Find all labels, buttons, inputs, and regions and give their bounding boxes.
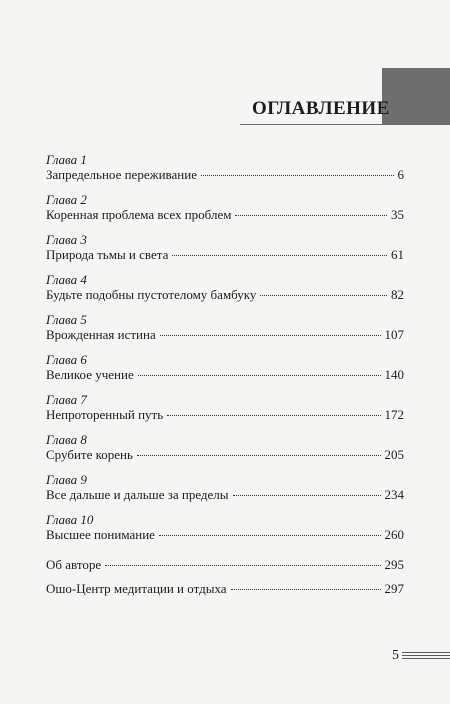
toc-line xyxy=(46,447,404,463)
page-title: ОГЛАВЛЕНИЕ xyxy=(252,98,390,119)
toc-entry xyxy=(46,192,404,223)
chapter-label: Глава 2 xyxy=(46,192,87,207)
entry-title: Высшее понимание xyxy=(46,527,155,542)
dot-leader xyxy=(160,335,381,336)
entry-page-number: 295 xyxy=(384,557,404,572)
dot-leader xyxy=(231,589,381,590)
entry-title: Запредельное переживание xyxy=(46,167,197,182)
table-of-contents xyxy=(46,152,404,605)
toc-entry xyxy=(46,312,404,343)
entry-page-number: 297 xyxy=(384,581,404,596)
chapter-label: Глава 10 xyxy=(46,512,94,527)
entry-page-number: 82 xyxy=(391,287,404,302)
dot-leader xyxy=(159,535,381,536)
toc-line xyxy=(46,367,404,383)
toc-entry xyxy=(46,272,404,303)
toc-line xyxy=(46,287,404,303)
entry-page-number: 107 xyxy=(384,327,404,342)
chapter-label: Глава 7 xyxy=(46,392,87,407)
entry-title: Коренная проблема всех проблем xyxy=(46,207,232,222)
entry-title: Будьте подобны пустотелому бамбуку xyxy=(46,287,257,302)
entry-page-number: 35 xyxy=(391,207,404,222)
entry-page-number: 172 xyxy=(384,407,404,422)
toc-entry xyxy=(46,432,404,463)
chapter-label: Глава 8 xyxy=(46,432,87,447)
entry-title: Врожденная истина xyxy=(46,327,156,342)
chapter-label: Глава 6 xyxy=(46,352,87,367)
toc-line xyxy=(46,527,404,543)
page-footer xyxy=(392,648,450,664)
entry-title: Непроторенный путь xyxy=(46,407,164,422)
entry-page-number: 6 xyxy=(397,167,404,182)
toc-entry xyxy=(46,472,404,503)
entry-title: Великое учение xyxy=(46,367,134,382)
entry-title: Ошо-Центр медитации и отдыха xyxy=(46,581,227,596)
dot-leader xyxy=(260,295,387,296)
entry-title: Природа тьмы и света xyxy=(46,247,169,262)
dot-leader xyxy=(172,255,387,256)
dot-leader xyxy=(201,175,394,176)
chapter-label: Глава 5 xyxy=(46,312,87,327)
toc-line xyxy=(46,327,404,343)
toc-line xyxy=(46,581,404,597)
toc-line xyxy=(46,207,404,223)
toc-entry xyxy=(46,152,404,183)
heading-decor-block xyxy=(382,68,450,124)
extra-list xyxy=(46,557,404,597)
entry-page-number: 140 xyxy=(384,367,404,382)
entry-page-number: 205 xyxy=(384,447,404,462)
heading-rule xyxy=(240,124,450,125)
chapter-label: Глава 3 xyxy=(46,232,87,247)
page-number: 5 xyxy=(392,648,399,663)
toc-entry xyxy=(46,232,404,263)
chapter-label: Глава 9 xyxy=(46,472,87,487)
footer-decor-lines xyxy=(402,652,450,661)
entry-page-number: 234 xyxy=(384,487,404,502)
chapter-label: Глава 4 xyxy=(46,272,87,287)
toc-line xyxy=(46,557,404,573)
dot-leader xyxy=(105,565,380,566)
entry-page-number: 61 xyxy=(391,247,404,262)
toc-entry xyxy=(46,512,404,543)
toc-line xyxy=(46,247,404,263)
toc-entry xyxy=(46,352,404,383)
dot-leader xyxy=(235,215,387,216)
toc-line xyxy=(46,407,404,423)
toc-line xyxy=(46,487,404,503)
dot-leader xyxy=(233,495,381,496)
toc-entry xyxy=(46,392,404,423)
dot-leader xyxy=(137,455,381,456)
entry-title: Все дальше и дальше за пределы xyxy=(46,487,229,502)
entry-title: Срубите корень xyxy=(46,447,133,462)
dot-leader xyxy=(167,415,380,416)
entry-title: Об авторе xyxy=(46,557,102,572)
entry-page-number: 260 xyxy=(384,527,404,542)
chapter-list xyxy=(46,152,404,543)
dot-leader xyxy=(138,375,381,376)
chapter-label: Глава 1 xyxy=(46,152,87,167)
toc-line xyxy=(46,167,404,183)
